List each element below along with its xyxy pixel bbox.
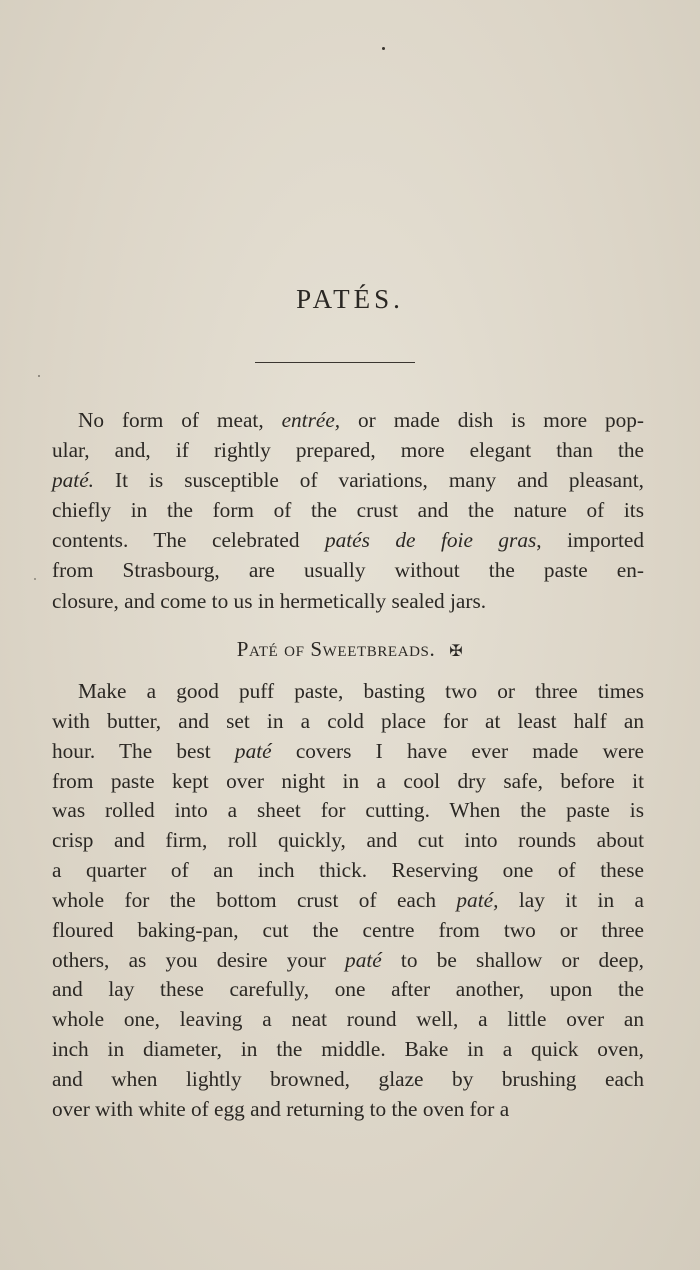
text-line: others, as you desire your paté to be shallow or deep, [52, 947, 644, 972]
text-line: ular, and, if rightly prepared, more elegant than the [52, 438, 644, 463]
chapter-title: PATÉS. [296, 284, 404, 314]
text-line: floured baking-pan, cut the centre from two or three [52, 917, 644, 942]
text-line: over with white of egg and returning to the oven for a [52, 1096, 510, 1121]
text-line: was rolled into a sheet for cutting. When the paste is [52, 798, 644, 823]
recipe-paragraph [52, 677, 644, 1125]
cross-ornament-icon: ✠ [449, 643, 464, 661]
ink-speck [38, 375, 40, 377]
text-line: closure, and come to us in hermetically sealed jars. [52, 588, 487, 613]
text-line: chiefly in the form of the crust and the nature of its [52, 498, 644, 523]
text-line: inch in diameter, in the middle. Bake in a quick oven, [52, 1037, 644, 1062]
text-line: whole for the bottom crust of each paté, lay it in a [52, 887, 644, 912]
text-line: and when lightly browned, glaze by brushing each [52, 1066, 644, 1091]
text-line: and lay these carefully, one after another, upon the [52, 977, 644, 1002]
text-line: from paste kept over night in a cool dry safe, before it [52, 768, 644, 793]
text-line: with butter, and set in a cold place for at least half an [52, 708, 644, 733]
text-line: hour. The best paté covers I have ever made were [52, 738, 644, 763]
recipe-heading-text: Paté of Sweetbreads. [236, 637, 436, 661]
text-line: paté. It is susceptible of variations, many and pleasant, [52, 468, 644, 493]
title-rule [255, 362, 415, 363]
text-line: crisp and firm, roll quickly, and cut into rounds about [52, 828, 644, 853]
text-line: No form of meat, entrée, or made dish is more pop- [78, 408, 644, 432]
text-line: a quarter of an inch thick. Reserving one of these [52, 858, 644, 883]
text-line: from Strasbourg, are usually without the paste en- [52, 558, 644, 583]
intro-paragraph [52, 405, 644, 616]
ink-speck [382, 47, 385, 50]
text-line: Make a good puff paste, basting two or three times [78, 679, 644, 703]
ink-speck [34, 578, 36, 580]
text-line: whole one, leaving a neat round well, a little over an [52, 1007, 644, 1032]
text-line: contents. The celebrated patés de foie gras, imported [52, 528, 644, 553]
recipe-heading [0, 637, 700, 662]
